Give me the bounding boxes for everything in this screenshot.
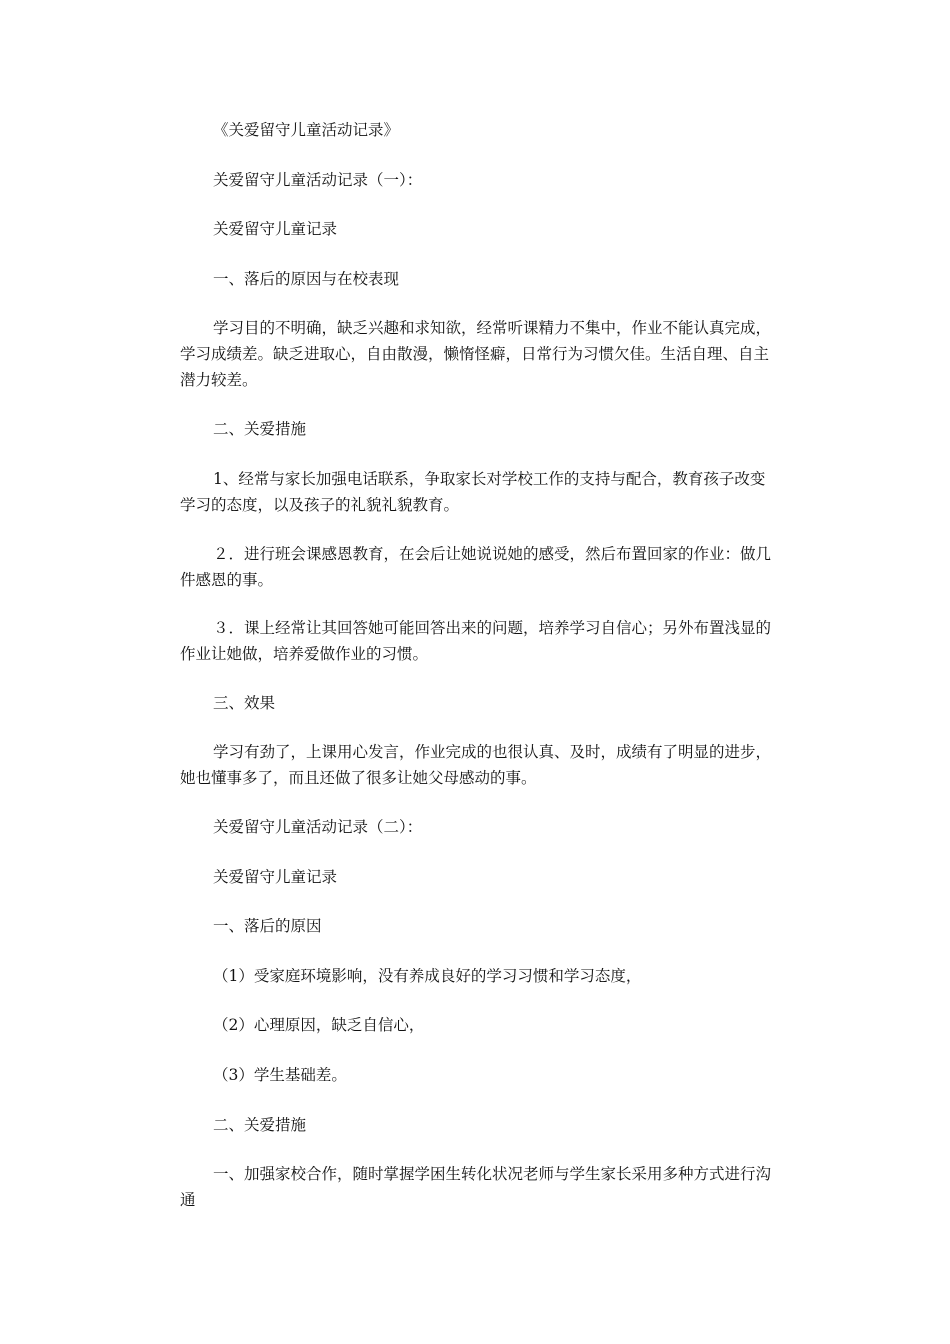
document-title: 《关爱留守儿童活动记录》 — [213, 121, 400, 139]
paragraph-home-school-cooperation: 一、加强家校合作，随时掌握学困生转化状况老师与学生家长采用多种方式进行沟通 — [180, 1165, 772, 1209]
paragraph-reasons: 学习目的不明确，缺乏兴趣和求知欲，经常听课精力不集中，作业不能认真完成，学习成绩差。缺乏进取心，自由散漫，懒惰怪癖，日常行为习惯欠佳。生活自理、自主潜力较差。 — [180, 319, 772, 389]
list-item-reason-3: （3）学生基础差。 — [213, 1066, 347, 1084]
heading-care-measures-2: 二、关爱措施 — [213, 1116, 307, 1134]
paragraph-effect: 学习有劲了，上课用心发言，作业完成的也很认真、及时，成绩有了明显的进步，她也懂事多了，而且还做了很多让她父母感动的事。 — [180, 743, 772, 787]
heading-care-measures: 二、关爱措施 — [213, 420, 307, 438]
heading-reasons: 一、落后的原因 — [213, 917, 322, 935]
heading-reasons-performance: 一、落后的原因与在校表现 — [213, 270, 400, 288]
paragraph-measure-2: ２．进行班会课感恩教育，在会后让她说说她的感受，然后布置回家的作业：做几件感恩的事。 — [180, 545, 772, 589]
subheading-record-2: 关爱留守儿童记录 — [213, 868, 338, 886]
list-item-reason-1: （1）受家庭环境影响，没有养成良好的学习习惯和学习态度， — [213, 967, 642, 985]
subheading-record: 关爱留守儿童记录 — [213, 220, 338, 238]
paragraph-measure-1: 1、经常与家长加强电话联系，争取家长对学校工作的支持与配合，教育孩子改变学习的态度，以及孩子的礼貌礼貌教育。 — [180, 470, 766, 514]
section-heading-record-1: 关爱留守儿童活动记录（一）： — [213, 171, 423, 189]
paragraph-measure-3: ３．课上经常让其回答她可能回答出来的问题，培养学习自信心；另外布置浅显的作业让她做，培养爱做作业的习惯。 — [180, 619, 772, 663]
heading-effect: 三、效果 — [213, 694, 276, 712]
section-heading-record-2: 关爱留守儿童活动记录（二）： — [213, 818, 423, 836]
list-item-reason-2: （2）心理原因，缺乏自信心， — [213, 1016, 425, 1034]
